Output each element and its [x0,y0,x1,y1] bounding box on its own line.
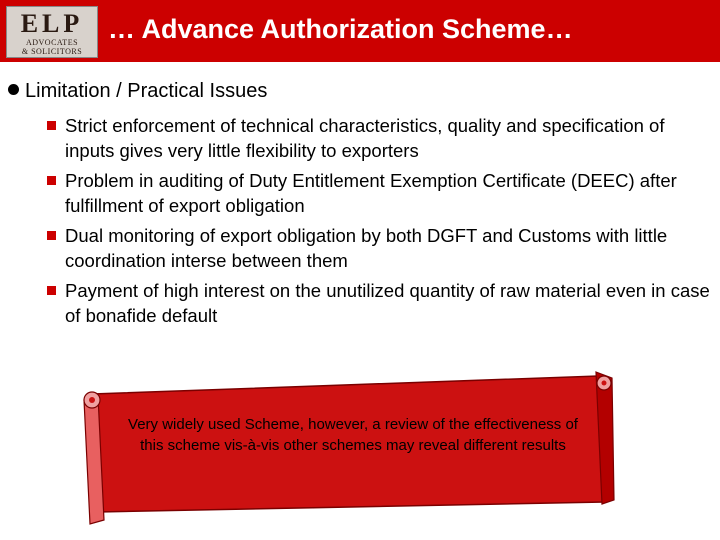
section-heading-text: Limitation / Practical Issues [25,80,268,102]
logo-subtitle-1: ADVOCATES [25,38,79,47]
slide-title: … Advance Authorization Scheme… [108,14,573,44]
list-item: Dual monitoring of export obligation by both DGFT and Customs with little coordination interse between them [47,223,717,273]
list-item: Strict enforcement of technical characteristics, quality and specification of inputs gives very little flexibility to exporters [47,113,717,163]
list-item: Payment of high interest on the unutilized quantity of raw material even in case of bonafide default [47,278,717,328]
logo-letters: ELP [20,9,84,38]
callout-text: Very widely used Scheme, however, a review of the effectiveness of this scheme vis-à-vis other schemes may reveal different results [128,416,578,454]
logo-subtitle-2: & SOLICITORS [21,47,83,56]
list-item: Problem in auditing of Duty Entitlement Exemption Certificate (DEEC) after fulfillment of export obligation [47,168,717,218]
